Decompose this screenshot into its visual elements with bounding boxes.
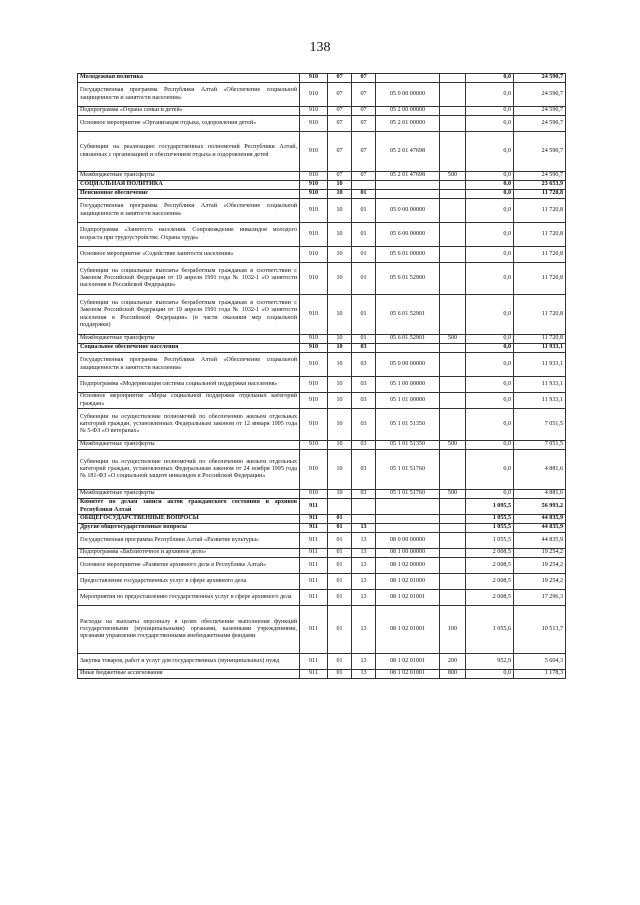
section-code: 07 — [328, 116, 352, 132]
table-row — [78, 515, 566, 524]
target-code: 08 1 02 01001 — [376, 590, 440, 606]
row-name: Межбюджетные трансферты — [78, 172, 300, 181]
section-code: 01 — [328, 654, 352, 670]
amount-total: 24 590,7 — [514, 132, 566, 172]
section-code: 07 — [328, 83, 352, 107]
table-row — [78, 107, 566, 116]
table-row — [78, 499, 566, 515]
amount-total: 23 653,9 — [514, 181, 566, 190]
table-row — [78, 549, 566, 558]
table-row — [78, 670, 566, 679]
amount-total: 11 720,8 — [514, 263, 566, 295]
expense-type-code — [440, 107, 466, 116]
amount-total: 17 296,3 — [514, 590, 566, 606]
section-code: 07 — [328, 74, 352, 83]
amount-change: 0,0 — [466, 83, 514, 107]
row-name: Подпрограмма «Занятость населения. Сопровождение инвалидов молодого возраста при трудоустройстве. Охрана труда» — [78, 223, 300, 247]
table-row — [78, 574, 566, 590]
table-row — [78, 263, 566, 295]
row-name: Расходы на выплаты персоналу в целях обеспечения выполнения функций государственными (муниципальными) органами, казенными учреждениями, органами управления государственными внебюджетными фондами — [78, 606, 300, 654]
target-code — [376, 524, 440, 533]
target-code: 05 6 01 52901 — [376, 295, 440, 335]
section-code: 10 — [328, 441, 352, 450]
section-code: 01 — [328, 606, 352, 654]
section-code: 10 — [328, 181, 352, 190]
expense-type-code: 500 — [440, 335, 466, 344]
table-row — [78, 190, 566, 199]
amount-change: 0,0 — [466, 247, 514, 263]
row-name: СОЦИАЛЬНАЯ ПОЛИТИКА — [78, 181, 300, 190]
section-code: 07 — [328, 132, 352, 172]
table-row — [78, 132, 566, 172]
section-code: 01 — [328, 524, 352, 533]
target-code: 05 1 01 51350 — [376, 409, 440, 441]
subsection-code: 07 — [352, 172, 376, 181]
target-code: 08 1 02 00000 — [376, 558, 440, 574]
row-name: Субвенции на социальные выплаты безработным гражданам в соответствии с Законом Российской Федерации от 19 апреля 1991 года № 1032-1 «О занятости населения в Российской Федерации» — [78, 263, 300, 295]
table-row — [78, 441, 566, 450]
amount-change: 0,0 — [466, 223, 514, 247]
section-code: 01 — [328, 590, 352, 606]
row-name: Субвенции на осуществление полномочий по обеспечению жильем отдельных категорий граждан, установленных Федеральным законом от 24 ноября 1995 года № 181-ФЗ «О социальной защите инвалидов в Российской Федерации» — [78, 450, 300, 490]
amount-total: 24 590,7 — [514, 116, 566, 132]
amount-change: 1 095,5 — [466, 499, 514, 515]
admin-code: 911 — [300, 654, 328, 670]
subsection-code — [352, 515, 376, 524]
amount-total: 11 933,1 — [514, 353, 566, 377]
admin-code: 910 — [300, 74, 328, 83]
section-code — [328, 499, 352, 515]
budget-table — [77, 73, 566, 679]
table-row — [78, 490, 566, 499]
amount-change: 0,0 — [466, 450, 514, 490]
expense-type-code — [440, 116, 466, 132]
admin-code: 911 — [300, 533, 328, 549]
expense-type-code — [440, 263, 466, 295]
section-code: 10 — [328, 393, 352, 409]
amount-total: 24 590,7 — [514, 107, 566, 116]
admin-code: 911 — [300, 574, 328, 590]
row-name: Социальное обеспечение населения — [78, 344, 300, 353]
table-row — [78, 223, 566, 247]
table-row — [78, 558, 566, 574]
expense-type-code — [440, 450, 466, 490]
admin-code: 911 — [300, 499, 328, 515]
section-code: 10 — [328, 409, 352, 441]
subsection-code: 03 — [352, 353, 376, 377]
amount-change: 0,0 — [466, 132, 514, 172]
section-code: 10 — [328, 344, 352, 353]
admin-code: 911 — [300, 590, 328, 606]
subsection-code: 13 — [352, 654, 376, 670]
expense-type-code — [440, 574, 466, 590]
expense-type-code — [440, 344, 466, 353]
row-name: Предоставление государственных услуг в сфере архивного дела — [78, 574, 300, 590]
table-row — [78, 199, 566, 223]
table-row — [78, 335, 566, 344]
amount-total: 11 720,8 — [514, 190, 566, 199]
subsection-code: 01 — [352, 190, 376, 199]
amount-change: 0,0 — [466, 377, 514, 393]
amount-change: 1 055,5 — [466, 533, 514, 549]
amount-total: 19 254,2 — [514, 549, 566, 558]
subsection-code — [352, 181, 376, 190]
amount-total: 10 513,7 — [514, 606, 566, 654]
subsection-code: 13 — [352, 574, 376, 590]
expense-type-code — [440, 549, 466, 558]
admin-code: 910 — [300, 190, 328, 199]
section-code: 10 — [328, 199, 352, 223]
expense-type-code: 800 — [440, 670, 466, 679]
amount-total: 11 720,8 — [514, 247, 566, 263]
target-code: 05 6 01 52900 — [376, 263, 440, 295]
target-code: 08 1 02 01000 — [376, 574, 440, 590]
target-code: 08 1 02 01001 — [376, 606, 440, 654]
amount-change: 0,0 — [466, 490, 514, 499]
amount-total: 11 720,8 — [514, 335, 566, 344]
row-name: Иные бюджетные ассигнования — [78, 670, 300, 679]
table-row — [78, 533, 566, 549]
section-code: 01 — [328, 549, 352, 558]
admin-code: 911 — [300, 670, 328, 679]
amount-total: 24 590,7 — [514, 74, 566, 83]
subsection-code: 07 — [352, 107, 376, 116]
amount-change: 0,0 — [466, 441, 514, 450]
subsection-code: 07 — [352, 116, 376, 132]
subsection-code — [352, 499, 376, 515]
row-name: Межбюджетные трансферты — [78, 490, 300, 499]
row-name: ОБЩЕГОСУДАРСТВЕННЫЕ ВОПРОСЫ — [78, 515, 300, 524]
expense-type-code — [440, 409, 466, 441]
expense-type-code — [440, 74, 466, 83]
amount-total: 4 881,6 — [514, 450, 566, 490]
table-row — [78, 116, 566, 132]
table-row — [78, 393, 566, 409]
amount-change: 0,0 — [466, 344, 514, 353]
amount-total: 7 051,5 — [514, 409, 566, 441]
target-code: 08 1 00 00000 — [376, 549, 440, 558]
table-row — [78, 353, 566, 377]
target-code: 05 2 00 00000 — [376, 107, 440, 116]
expense-type-code: 500 — [440, 441, 466, 450]
target-code — [376, 499, 440, 515]
subsection-code: 03 — [352, 450, 376, 490]
admin-code: 910 — [300, 181, 328, 190]
admin-code: 911 — [300, 558, 328, 574]
amount-change: 0,0 — [466, 335, 514, 344]
target-code: 05 0 00 00000 — [376, 83, 440, 107]
amount-change: 952,9 — [466, 654, 514, 670]
amount-total: 44 835,9 — [514, 533, 566, 549]
amount-total: 11 720,8 — [514, 295, 566, 335]
admin-code: 910 — [300, 223, 328, 247]
amount-change: 0,0 — [466, 190, 514, 199]
amount-change: 0,0 — [466, 199, 514, 223]
section-code: 10 — [328, 490, 352, 499]
table-row — [78, 450, 566, 490]
amount-change: 0,0 — [466, 107, 514, 116]
admin-code: 910 — [300, 295, 328, 335]
admin-code: 910 — [300, 377, 328, 393]
row-name: Государственная программа Республики Алтай «Обеспечение социальной защищенности и занятости населения» — [78, 353, 300, 377]
admin-code: 910 — [300, 107, 328, 116]
subsection-code: 13 — [352, 590, 376, 606]
section-code: 01 — [328, 558, 352, 574]
table-row — [78, 590, 566, 606]
amount-change: 0,0 — [466, 409, 514, 441]
target-code: 05 0 00 00000 — [376, 353, 440, 377]
admin-code: 910 — [300, 172, 328, 181]
expense-type-code — [440, 499, 466, 515]
target-code: 05 1 01 51760 — [376, 450, 440, 490]
target-code: 05 6 01 52901 — [376, 335, 440, 344]
expense-type-code — [440, 515, 466, 524]
subsection-code: 03 — [352, 377, 376, 393]
amount-total: 11 720,8 — [514, 223, 566, 247]
target-code — [376, 515, 440, 524]
row-name: Основное мероприятие «Организация отдыха, оздоровления детей» — [78, 116, 300, 132]
admin-code: 910 — [300, 490, 328, 499]
section-code: 10 — [328, 263, 352, 295]
table-row — [78, 295, 566, 335]
row-name: Государственная программа Республики Алтай «Обеспечение социальной защищенности и занятости населения» — [78, 83, 300, 107]
amount-change: 2 008,5 — [466, 558, 514, 574]
row-name: Межбюджетные трансферты — [78, 441, 300, 450]
subsection-code: 03 — [352, 344, 376, 353]
target-code: 05 1 01 51350 — [376, 441, 440, 450]
expense-type-code — [440, 132, 466, 172]
table-row — [78, 344, 566, 353]
admin-code: 911 — [300, 515, 328, 524]
section-code: 01 — [328, 574, 352, 590]
table-row — [78, 409, 566, 441]
expense-type-code — [440, 353, 466, 377]
admin-code: 910 — [300, 116, 328, 132]
expense-type-code — [440, 83, 466, 107]
expense-type-code: 500 — [440, 490, 466, 499]
amount-total: 19 254,2 — [514, 574, 566, 590]
expense-type-code — [440, 295, 466, 335]
row-name: Подпрограмма «Библиотечное и архивное дело» — [78, 549, 300, 558]
table-row — [78, 247, 566, 263]
admin-code: 910 — [300, 132, 328, 172]
row-name: Основное мероприятие «Развитие архивного дела в Республике Алтай» — [78, 558, 300, 574]
table-row — [78, 654, 566, 670]
admin-code: 910 — [300, 441, 328, 450]
amount-total: 11 720,8 — [514, 199, 566, 223]
table-row — [78, 181, 566, 190]
admin-code: 911 — [300, 606, 328, 654]
row-name: Субвенции на осуществление полномочий по обеспечению жильем отдельных категорий граждан, установленных Федеральным законом от 12 января 1995 года № 5-ФЗ «О ветеранах» — [78, 409, 300, 441]
expense-type-code — [440, 558, 466, 574]
section-code: 10 — [328, 450, 352, 490]
subsection-code: 13 — [352, 670, 376, 679]
section-code: 10 — [328, 247, 352, 263]
expense-type-code — [440, 590, 466, 606]
table-row — [78, 172, 566, 181]
section-code: 01 — [328, 515, 352, 524]
subsection-code: 03 — [352, 409, 376, 441]
expense-type-code: 500 — [440, 172, 466, 181]
target-code: 08 0 00 00000 — [376, 533, 440, 549]
subsection-code: 13 — [352, 533, 376, 549]
subsection-code: 01 — [352, 247, 376, 263]
subsection-code: 01 — [352, 223, 376, 247]
admin-code: 910 — [300, 409, 328, 441]
amount-change: 2 008,5 — [466, 574, 514, 590]
row-name: Основное мероприятие «Содействие занятости населения» — [78, 247, 300, 263]
admin-code: 910 — [300, 344, 328, 353]
amount-change: 0,0 — [466, 263, 514, 295]
target-code: 05 1 01 00000 — [376, 393, 440, 409]
amount-change: 1 055,6 — [466, 606, 514, 654]
target-code: 05 1 01 51760 — [376, 490, 440, 499]
expense-type-code — [440, 199, 466, 223]
row-name: Молодежная политика — [78, 74, 300, 83]
subsection-code: 13 — [352, 606, 376, 654]
section-code: 01 — [328, 533, 352, 549]
amount-change: 0,0 — [466, 172, 514, 181]
row-name: Закупка товаров, работ и услуг для государственных (муниципальных) нужд — [78, 654, 300, 670]
amount-total: 1 178,3 — [514, 670, 566, 679]
subsection-code: 01 — [352, 295, 376, 335]
amount-total: 4 881,6 — [514, 490, 566, 499]
target-code — [376, 190, 440, 199]
expense-type-code — [440, 223, 466, 247]
row-name: Субвенции на социальные выплаты безработным гражданам в соответствии с Законом Российской Федерации от 19 апреля 1991 года № 1032-1 «О занятости населения в Российской Федерации» (в части оказания мер социальной поддержки) — [78, 295, 300, 335]
section-code: 07 — [328, 172, 352, 181]
admin-code: 910 — [300, 263, 328, 295]
target-code: 08 1 02 01001 — [376, 654, 440, 670]
amount-total: 24 590,7 — [514, 83, 566, 107]
section-code: 10 — [328, 353, 352, 377]
table-row — [78, 74, 566, 83]
row-name: Государственная программа Республики Алтай «Обеспечение социальной защищенности и занятости населения» — [78, 199, 300, 223]
subsection-code: 01 — [352, 335, 376, 344]
amount-change: 0,0 — [466, 116, 514, 132]
expense-type-code: 200 — [440, 654, 466, 670]
amount-total: 19 254,2 — [514, 558, 566, 574]
section-code: 01 — [328, 670, 352, 679]
row-name: Подпрограмма «Модернизация системы социальной поддержки населения» — [78, 377, 300, 393]
admin-code: 910 — [300, 199, 328, 223]
amount-change: 0,0 — [466, 74, 514, 83]
row-name: Подпрограмма «Охрана семьи и детей» — [78, 107, 300, 116]
row-name: Пенсионное обеспечение — [78, 190, 300, 199]
subsection-code: 03 — [352, 490, 376, 499]
subsection-code: 07 — [352, 74, 376, 83]
amount-change: 1 055,5 — [466, 515, 514, 524]
section-code: 10 — [328, 190, 352, 199]
expense-type-code — [440, 393, 466, 409]
admin-code: 911 — [300, 524, 328, 533]
subsection-code: 13 — [352, 558, 376, 574]
row-name: Основное мероприятие «Меры социальной поддержки отдельных категорий граждан» — [78, 393, 300, 409]
admin-code: 910 — [300, 393, 328, 409]
expense-type-code — [440, 524, 466, 533]
row-name: Другие общегосударственные вопросы — [78, 524, 300, 533]
subsection-code: 13 — [352, 524, 376, 533]
admin-code: 910 — [300, 353, 328, 377]
table-row — [78, 377, 566, 393]
section-code: 10 — [328, 377, 352, 393]
expense-type-code — [440, 247, 466, 263]
admin-code: 910 — [300, 450, 328, 490]
target-code: 05 1 00 00000 — [376, 377, 440, 393]
amount-change: 0,0 — [466, 295, 514, 335]
target-code — [376, 74, 440, 83]
row-name: Мероприятия по предоставлению государственных услуг в сфере архивного дела — [78, 590, 300, 606]
target-code: 05 2 01 47698 — [376, 172, 440, 181]
admin-code: 910 — [300, 335, 328, 344]
target-code: 05 6 01 00000 — [376, 247, 440, 263]
row-name: Межбюджетные трансферты — [78, 335, 300, 344]
row-name: Комитет по делам записи актов гражданского состояния и архивов Республики Алтай — [78, 499, 300, 515]
subsection-code: 01 — [352, 199, 376, 223]
admin-code: 910 — [300, 247, 328, 263]
amount-change: 0,0 — [466, 393, 514, 409]
amount-total: 11 933,1 — [514, 377, 566, 393]
table-row — [78, 83, 566, 107]
table-row — [78, 524, 566, 533]
subsection-code: 07 — [352, 83, 376, 107]
target-code — [376, 344, 440, 353]
subsection-code: 07 — [352, 132, 376, 172]
target-code: 05 2 01 00000 — [376, 116, 440, 132]
amount-change: 1 055,5 — [466, 524, 514, 533]
target-code: 05 0 00 00000 — [376, 199, 440, 223]
expense-type-code — [440, 377, 466, 393]
subsection-code: 13 — [352, 549, 376, 558]
amount-change: 0,0 — [466, 670, 514, 679]
row-name: Государственная программа Республики Алтай «Развитие культуры» — [78, 533, 300, 549]
target-code: 05 6 00 00000 — [376, 223, 440, 247]
amount-total: 44 835,9 — [514, 524, 566, 533]
subsection-code: 01 — [352, 263, 376, 295]
table-row — [78, 606, 566, 654]
expense-type-code — [440, 181, 466, 190]
amount-change: 2 008,5 — [466, 590, 514, 606]
amount-change: 0,0 — [466, 181, 514, 190]
expense-type-code — [440, 190, 466, 199]
target-code: 05 2 01 47698 — [376, 132, 440, 172]
amount-total: 24 590,7 — [514, 172, 566, 181]
row-name: Субвенции на реализацию государственных полномочий Республики Алтай, связанных с организацией и обеспечением отдыха и оздоровления детей — [78, 132, 300, 172]
amount-total: 44 835,9 — [514, 515, 566, 524]
target-code — [376, 181, 440, 190]
section-code: 07 — [328, 107, 352, 116]
subsection-code: 03 — [352, 393, 376, 409]
amount-total: 11 933,1 — [514, 393, 566, 409]
amount-total: 5 604,3 — [514, 654, 566, 670]
admin-code: 910 — [300, 83, 328, 107]
expense-type-code: 100 — [440, 606, 466, 654]
amount-total: 56 993,2 — [514, 499, 566, 515]
amount-change: 2 008,5 — [466, 549, 514, 558]
expense-type-code — [440, 533, 466, 549]
amount-change: 0,0 — [466, 353, 514, 377]
section-code: 10 — [328, 295, 352, 335]
section-code: 10 — [328, 223, 352, 247]
amount-total: 11 933,1 — [514, 344, 566, 353]
page-number: 138 — [309, 40, 331, 55]
admin-code: 911 — [300, 549, 328, 558]
subsection-code: 03 — [352, 441, 376, 450]
amount-total: 7 051,5 — [514, 441, 566, 450]
section-code: 10 — [328, 335, 352, 344]
target-code: 08 1 02 01001 — [376, 670, 440, 679]
